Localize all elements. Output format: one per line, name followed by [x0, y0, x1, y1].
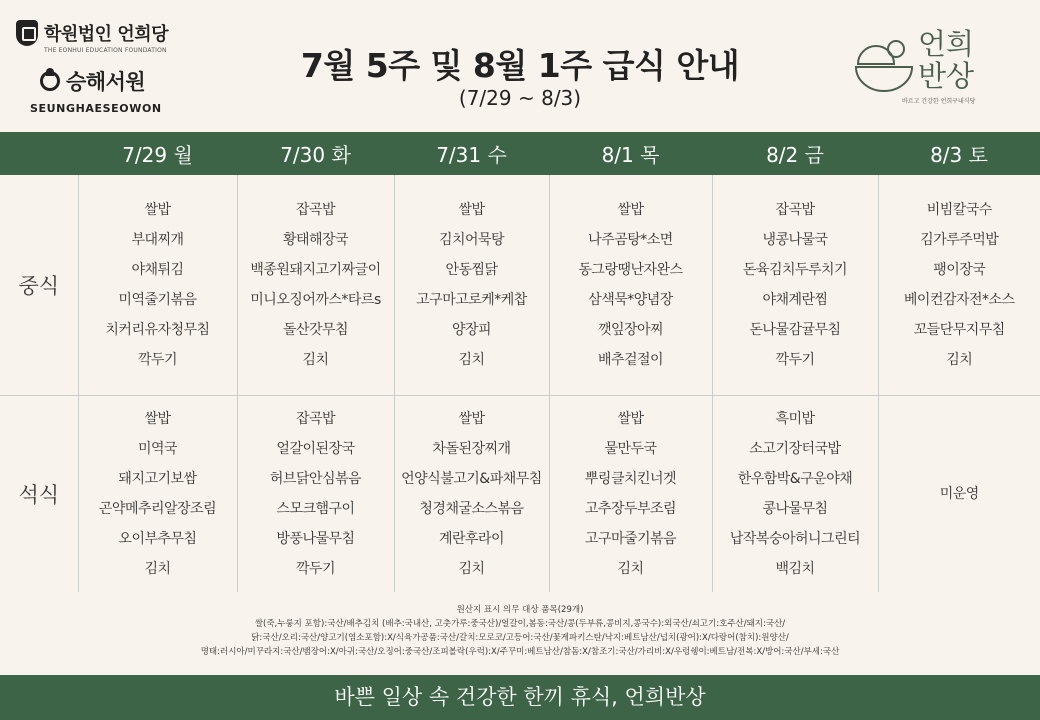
foundation-subtitle: THE EONHUI EDUCATION FOUNDATION — [44, 47, 167, 54]
menu-item: 깻잎장아찌 — [597, 321, 664, 338]
menu-item: 부대찌개 — [131, 231, 184, 248]
footer-slogan: 바쁜 일상 속 건강한 한끼 휴식, 언희반상 — [0, 675, 1040, 720]
menu-item: 삼색묵*양념장 — [588, 291, 673, 308]
menu-item: 고구마고로케*케찹 — [416, 291, 527, 308]
menu-cell — [549, 175, 712, 395]
school-name-english: SEUNGHAESEOWON — [30, 102, 162, 115]
menu-item: 잡곡밥 — [295, 410, 336, 427]
menu-item: 베이컨감자전*소스 — [903, 291, 1015, 308]
menu-item: 김치 — [144, 560, 171, 577]
menu-cell — [394, 395, 549, 592]
page-title: 7월 5주 및 8월 1주 급식 안내 — [300, 46, 740, 85]
brand-name-line1: 언희 — [918, 27, 975, 61]
day-header: 8/3 토 — [878, 132, 1040, 175]
menu-item: 잡곡밥 — [775, 201, 815, 218]
menu-cell — [394, 175, 549, 395]
menu-item: 얼갈이된장국 — [276, 440, 355, 457]
menu-item: 김치 — [946, 351, 973, 368]
menu-item: 김치어묵탕 — [438, 231, 505, 248]
school-logos — [16, 20, 206, 115]
menu-item: 치커리유자청무침 — [105, 321, 210, 338]
day-header: 7/31 수 — [394, 132, 549, 175]
menu-item: 쌀밥 — [458, 410, 485, 427]
menu-item: 한우함박&구운야채 — [737, 470, 853, 487]
menu-item: 팽이장국 — [933, 261, 986, 278]
menu-item: 김치 — [458, 351, 485, 368]
menu-item: 김치 — [617, 560, 644, 577]
menu-item: 쌀밥 — [458, 201, 485, 218]
menu-item: 냉콩나물국 — [762, 231, 828, 248]
menu-item: 깍두기 — [775, 351, 815, 368]
menu-item: 깍두기 — [295, 560, 336, 577]
menu-item: 쌀밥 — [144, 410, 171, 427]
day-header: 8/1 목 — [549, 132, 712, 175]
menu-item: 쌀밥 — [617, 201, 644, 218]
menu-item: 미역국 — [137, 440, 178, 457]
menu-item: 나주곰탕*소면 — [588, 231, 673, 248]
date-range: (7/29 ~ 8/3) — [458, 86, 582, 110]
origin-line: 닭:국산/오리:국산/양고기(염소포함):X/식육가공품:국산/갈치:모로코/고등어:국산/꽃게파키스탄/낙지:베트남산/넙치(광어):X/다랑어(참치):원양산/ — [251, 633, 789, 643]
menu-item: 물만두국 — [604, 440, 657, 457]
origin-notice — [0, 603, 1040, 659]
origin-line: 쌀(죽,누룽지 포함):국산/배추김치 (배추:국내산, 고춧가루:중국산)/얼갈이,봄동:국산/콩(두부류,콩비지,콩국수):외국산/쇠고기:호주산/돼지:국산/ — [254, 619, 786, 629]
school-logo-icon — [40, 71, 60, 91]
menu-item: 쌀밥 — [617, 410, 644, 427]
brand-name-line2: 반상 — [918, 59, 975, 93]
menu-item: 돌산갓무침 — [282, 321, 349, 338]
menu-item: 쌀밥 — [144, 201, 171, 218]
menu-item: 뿌링클치킨너겟 — [584, 470, 677, 487]
bowl-icon — [854, 36, 916, 92]
menu-item: 고추장두부조림 — [584, 500, 677, 517]
menu-cell — [78, 395, 237, 592]
menu-item: 소고기장터국밥 — [749, 440, 841, 457]
crest-icon — [16, 20, 38, 46]
menu-item: 허브닭안심볶음 — [269, 470, 362, 487]
day-header: 7/30 화 — [237, 132, 394, 175]
menu-item: 미니오징어까스*타르s — [250, 291, 381, 308]
menu-item: 꼬들단무지무침 — [913, 321, 1005, 338]
menu-item: 곤약메추리알장조림 — [98, 500, 217, 517]
origin-line: 명태:러시아/미꾸라지:국산/뱀장어:X/아귀:국산/오징어:중국산/조피볼락(우럭):X/주꾸미:베트남산/참돔:X/참조기:국산/가리비:X/우렁쉥이:베트남/전복:X/방어:국산/부세:국산 — [200, 647, 840, 657]
menu-table — [0, 132, 1040, 592]
menu-item: 스모크햄구이 — [276, 500, 355, 517]
origin-title: 원산지 표시 의무 대상 품목(29개) — [456, 605, 584, 615]
school-name: 승해서원 — [66, 70, 146, 94]
menu-cell — [712, 175, 878, 395]
menu-item: 깍두기 — [137, 351, 178, 368]
menu-item: 백김치 — [775, 560, 815, 577]
menu-item: 계란후라이 — [438, 530, 505, 547]
brand-name — [918, 28, 974, 92]
menu-item: 비빔칼국수 — [926, 201, 992, 218]
menu-item: 흑미밥 — [775, 410, 815, 427]
menu-item: 돼지고기보쌈 — [118, 470, 197, 487]
menu-item: 안동찜닭 — [445, 261, 498, 278]
brand-logo — [850, 24, 1025, 114]
menu-item: 미운영 — [939, 485, 979, 502]
day-header: 7/29 월 — [78, 132, 237, 175]
menu-item: 백종원돼지고기짜글이 — [250, 261, 381, 278]
corner-cell — [0, 132, 78, 175]
menu-item: 김치 — [302, 351, 329, 368]
menu-cell — [878, 175, 1040, 395]
foundation-name: 학원법인 언희당 — [44, 24, 168, 45]
menu-item: 미역줄기볶음 — [118, 291, 197, 308]
menu-item: 고구마줄기볶음 — [584, 530, 677, 547]
menu-item: 차돌된장찌개 — [432, 440, 511, 457]
menu-item: 야채계란찜 — [762, 291, 828, 308]
menu-item: 언양식불고기&파채무침 — [401, 470, 542, 487]
menu-item: 잡곡밥 — [295, 201, 336, 218]
menu-item: 양장피 — [451, 321, 492, 338]
menu-item: 배추겉절이 — [597, 351, 664, 368]
dinner-row — [0, 395, 1040, 592]
day-header: 8/2 금 — [712, 132, 878, 175]
menu-cell — [878, 395, 1040, 592]
meal-label: 석식 — [0, 395, 78, 592]
menu-item: 청경채굴소스볶음 — [419, 500, 524, 517]
menu-item: 돈육김치두루치기 — [742, 261, 848, 278]
lunch-row — [0, 175, 1040, 395]
menu-cell — [549, 395, 712, 592]
menu-item: 납작복숭아허니그린티 — [729, 530, 861, 547]
menu-item: 김가루주먹밥 — [920, 231, 999, 248]
menu-item: 돈나물감귤무침 — [749, 321, 841, 338]
day-header-row — [0, 132, 1040, 175]
menu-cell — [237, 395, 394, 592]
page-header — [0, 0, 1040, 132]
menu-cell — [237, 175, 394, 395]
menu-item: 콩나물무침 — [762, 500, 828, 517]
brand-tagline: 바르고 건강한 언희구내식당 — [902, 98, 976, 105]
menu-item: 동그랑땡난자완스 — [578, 261, 683, 278]
meal-label: 중식 — [18, 273, 60, 298]
menu-item: 오이부추무침 — [118, 530, 197, 547]
menu-item: 방풍나물무침 — [276, 530, 355, 547]
menu-item: 야채튀김 — [131, 261, 184, 278]
menu-cell — [712, 395, 878, 592]
menu-item: 황태해장국 — [282, 231, 349, 248]
menu-item: 김치 — [458, 560, 485, 577]
menu-cell — [78, 175, 237, 395]
